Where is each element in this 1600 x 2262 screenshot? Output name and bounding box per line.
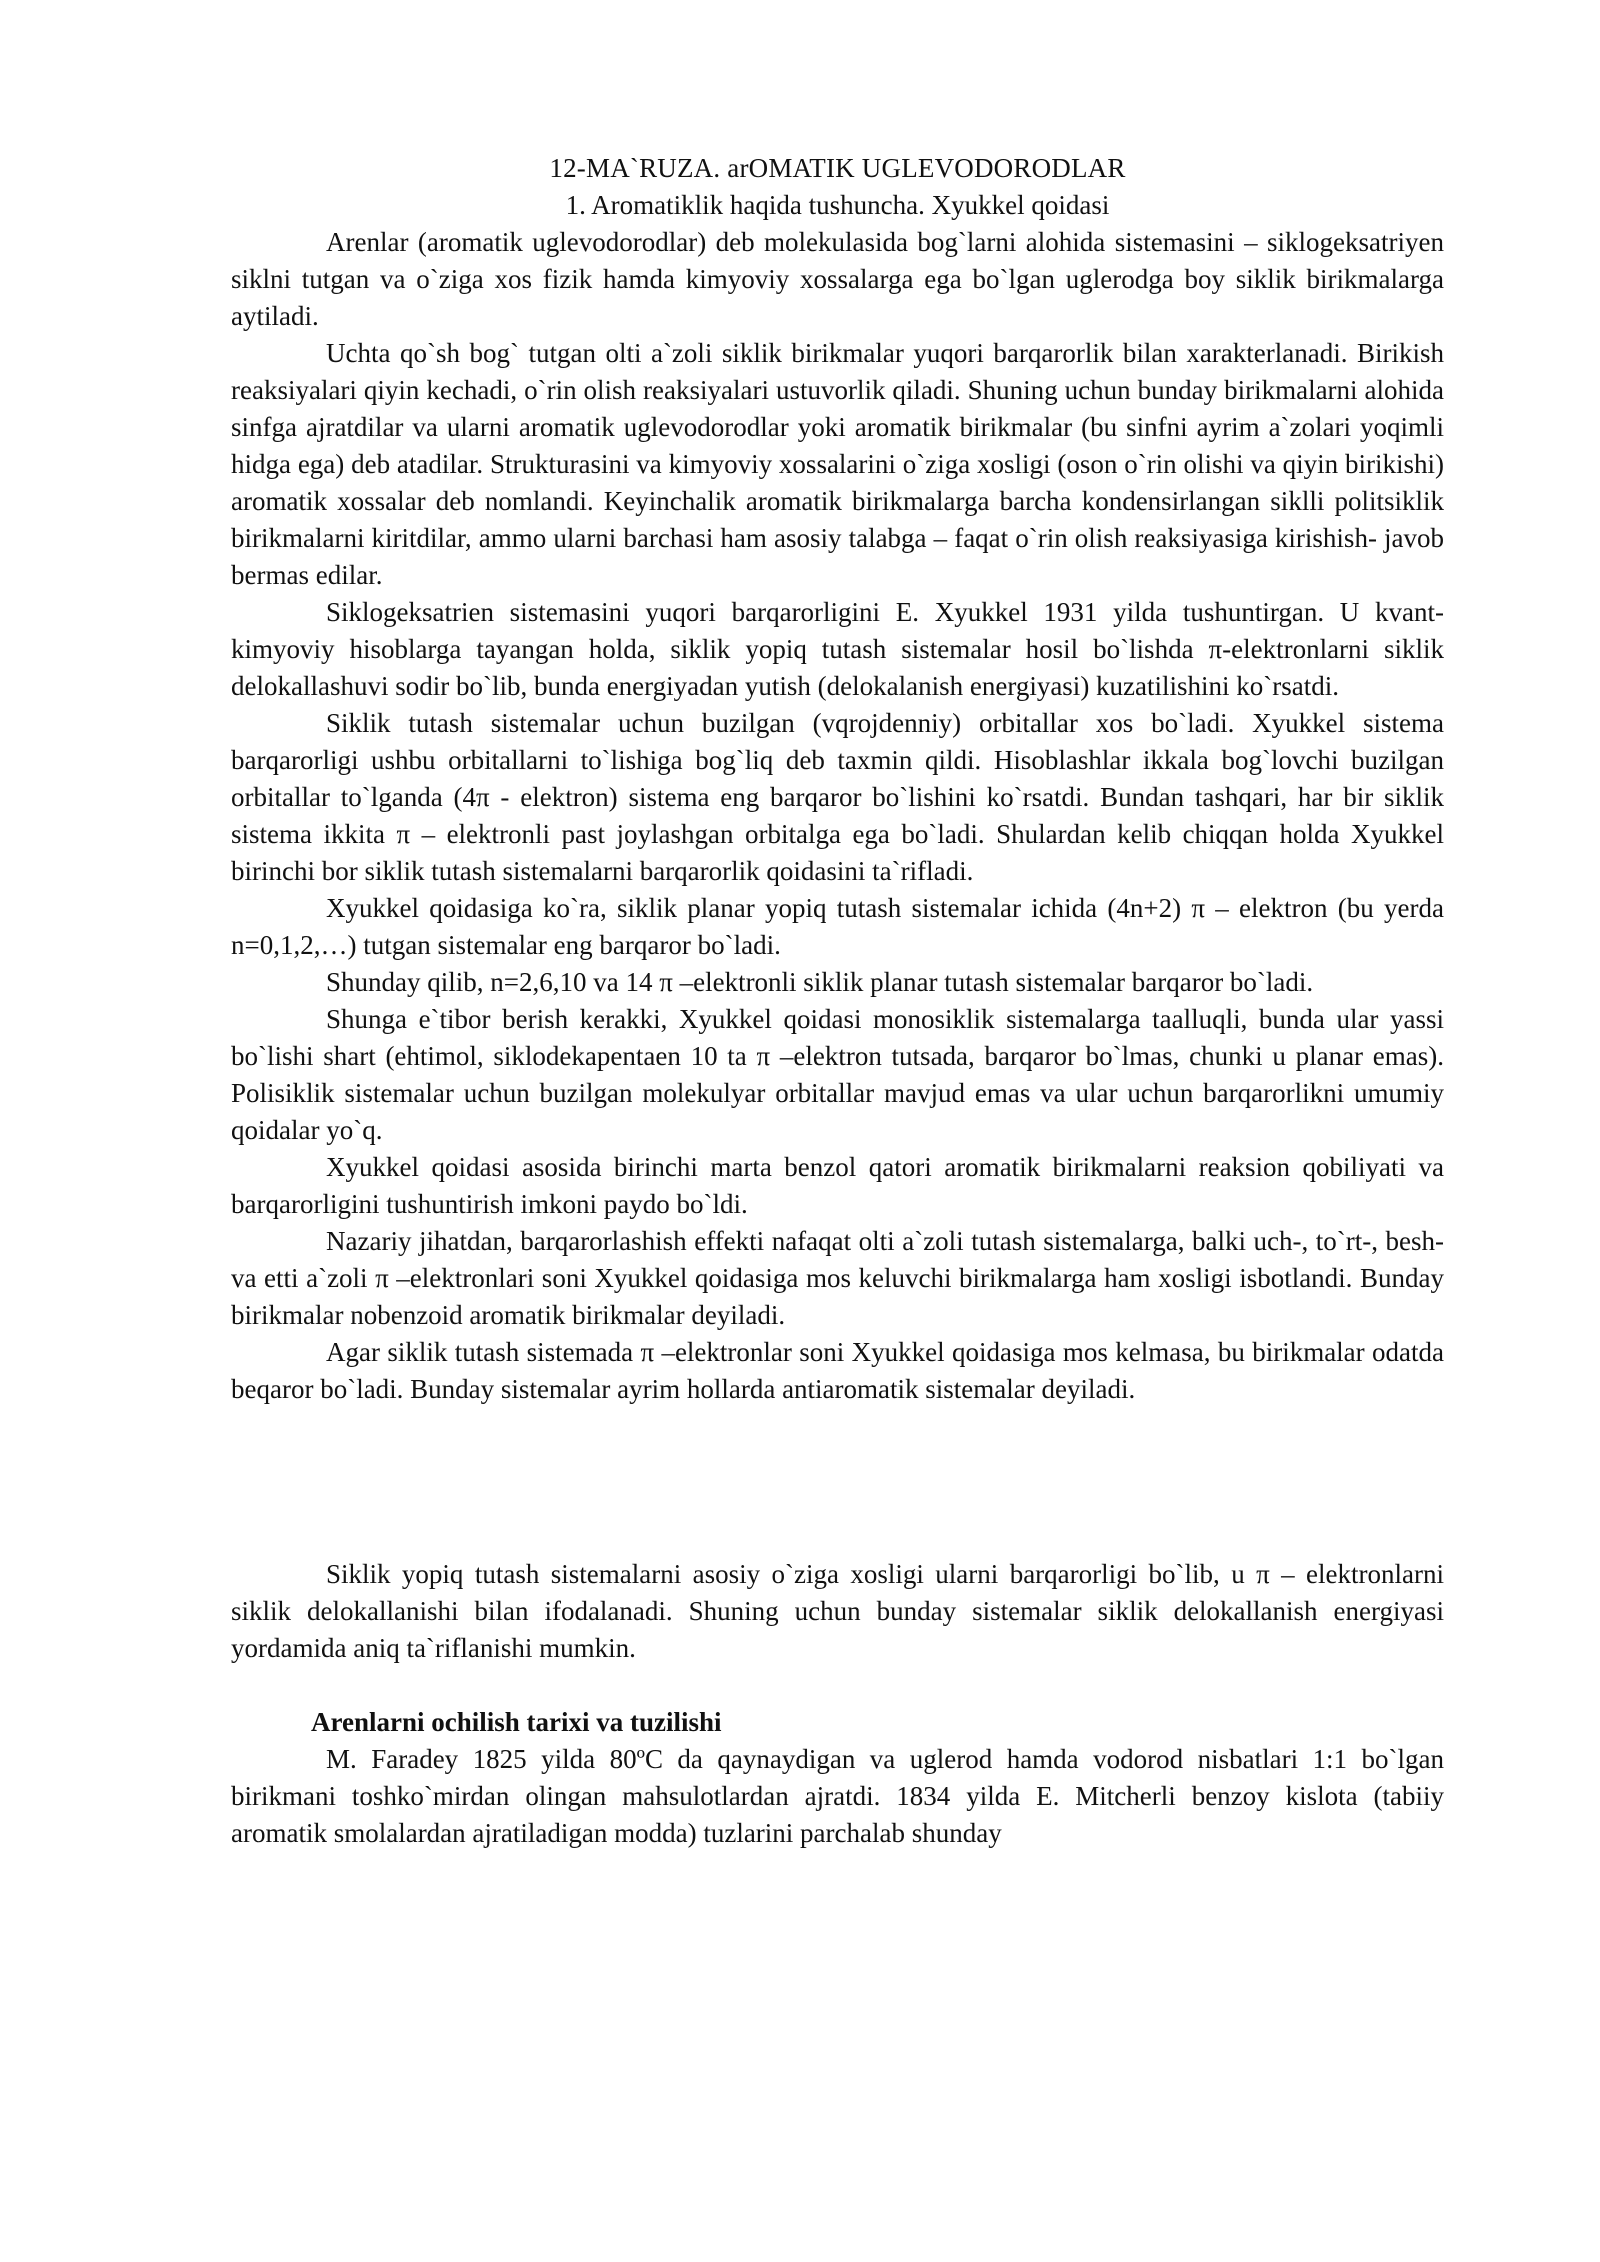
paragraph-nonbenzenoid: Nazariy jihatdan, barqarorlashish effekti nafaqat olti a`zoli tutash sistemalarga, balki uch-, to`rt-, besh- va etti a`zoli π –elektronlari soni Xyukkel qoidasiga mos keluvchi birikmalarga ham xosligi isbotlandi. Bunday birikmalar nobenzoid aromatik birikmalar deyiladi. (231, 1226, 1444, 1330)
blank-space (231, 1408, 1444, 1556)
paragraph-stability: Uchta qo`sh bog` tutgan olti a`zoli siklik birikmalar yuqori barqarorlik bilan xarakterlanadi. Birikish reaksiyalari qiyin kechadi, o`rin olish reaksiyalari ustuvorlik qiladi. Shuning uchun bunday birikmalarni alohida sinfga ajratdilar va ularni aromatik uglevodorodlar yoki aromatik birikmalar (bu sinfni ayrim a`zolari yoqimli hidga ega) deb atadilar. Strukturasini va kimyoviy xossalarini o`ziga xosligi (oson o`rin olishi va qiyin birikishi) aromatik xossalar deb nomlandi. Keyinchalik aromatik birikmalarga barcha kondensirlangan siklli politsiklik birikmalarni kiritdilar, ammo ularni barchasi ham asosiy talabga – faqat o`rin olish reaksiyasiga kirishish- javob bermas edilar. (231, 338, 1444, 590)
paragraph-delocalization: Siklik yopiq tutash sistemalarni asosiy o`ziga xosligi ularni barqarorligi bo`lib, u π – elektronlarni siklik delokallanishi bilan ifodalanadi. Shuning uchun bunday sistemalar siklik delokallanish energiyasi yordamida aniq ta`riflanishi mumkin. (231, 1559, 1444, 1663)
section-subtitle: 1. Aromatiklik haqida tushuncha. Xyukkel qoidasi (565, 190, 1110, 220)
paragraph-faraday-history: M. Faradey 1825 yilda 80ºC da qaynaydigan va uglerod hamda vodorod nisbatlari 1:1 bo`lgan birikmani toshko`mirdan olingan mahsulotlardan ajratdi. 1834 yilda E. Mitcherli benzoy kislota (tabiiy aromatik smolalardan ajratiladigan modda) tuzlarini parchalab shunday (231, 1744, 1444, 1848)
section-heading: Arenlarni ochilish tarixi va tuzilishi (311, 1707, 722, 1737)
paragraph-benzene-reactivity: Xyukkel qoidasi asosida birinchi marta benzol qatori aromatik birikmalarni reaksion qobiliyati va barqarorligini tushuntirish imkoni paydo bo`ldi. (231, 1152, 1444, 1219)
document-page (231, 150, 1444, 1852)
lecture-title: 12-MA`RUZA. arOMATIK UGLEVODORODLAR (549, 153, 1126, 183)
paragraph-stable-systems: Shunday qilib, n=2,6,10 va 14 π –elektronli siklik planar tutash sistemalar barqaror bo`ladi. (326, 967, 1314, 997)
paragraph-hueckel-rule: Xyukkel qoidasiga ko`ra, siklik planar yopiq tutash sistemalar ichida (4n+2) π – elektron (bu yerda n=0,1,2,…) tutgan sistemalar eng barqaror bo`ladi. (231, 893, 1444, 960)
paragraph-arenlar-definition: Arenlar (aromatik uglevodorodlar) deb molekulasida bog`larni alohida sistemasini – siklogeksatriyen siklni tutgan va o`ziga xos fizik hamda kimyoviy xossalarga ega bo`lgan uglerodga boy siklik birikmalarga aytiladi. (231, 227, 1444, 331)
paragraph-monocyclic: Shunga e`tibor berish kerakki, Xyukkel qoidasi monosiklik sistemalarga taalluqli, bunda ular yassi bo`lishi shart (ehtimol, siklodekapentaen 10 ta π –elektron tutsada, barqaror bo`lmas, chunki u planar emas). Polisiklik sistemalar uchun buzilgan molekulyar orbitallar mavjud emas va ular uchun barqarorlikni umumiy qoidalar yo`q. (231, 1004, 1444, 1145)
paragraph-antiaromatic: Agar siklik tutash sistemada π –elektronlar soni Xyukkel qoidasiga mos kelmasa, bu birikmalar odatda beqaror bo`ladi. Bunday sistemalar ayrim hollarda antiaromatik sistemalar deyiladi. (231, 1337, 1444, 1404)
blank-line (231, 1667, 1444, 1704)
paragraph-degenerate-orbitals: Siklik tutash sistemalar uchun buzilgan (vqrojdenniy) orbitallar xos bo`ladi. Xyukkel sistema barqarorligi ushbu orbitallarni to`lishiga bog`liq deb taxmin qildi. Hisoblashlar ikkala bog`lovchi buzilgan orbitallar to`lganda (4π - elektron) sistema eng barqaror bo`lishini ko`rsatdi. Bundan tashqari, har bir siklik sistema ikkita π – elektronli past joylashgan orbitalga ega bo`ladi. Shulardan kelib chiqqan holda Xyukkel birinchi bor siklik tutash sistemalarni barqarorlik qoidasini ta`rifladi. (231, 708, 1444, 886)
paragraph-hueckel-1931: Siklogeksatrien sistemasini yuqori barqarorligini E. Xyukkel 1931 yilda tushuntirgan. U kvant-kimyoviy hisoblarga tayangan holda, siklik yopiq tutash sistemalar hosil bo`lishda π-elektronlarni siklik delokallashuvi sodir bo`lib, bunda energiyadan yutish (delokalanish energiyasi) kuzatilishini ko`rsatdi. (231, 597, 1444, 701)
